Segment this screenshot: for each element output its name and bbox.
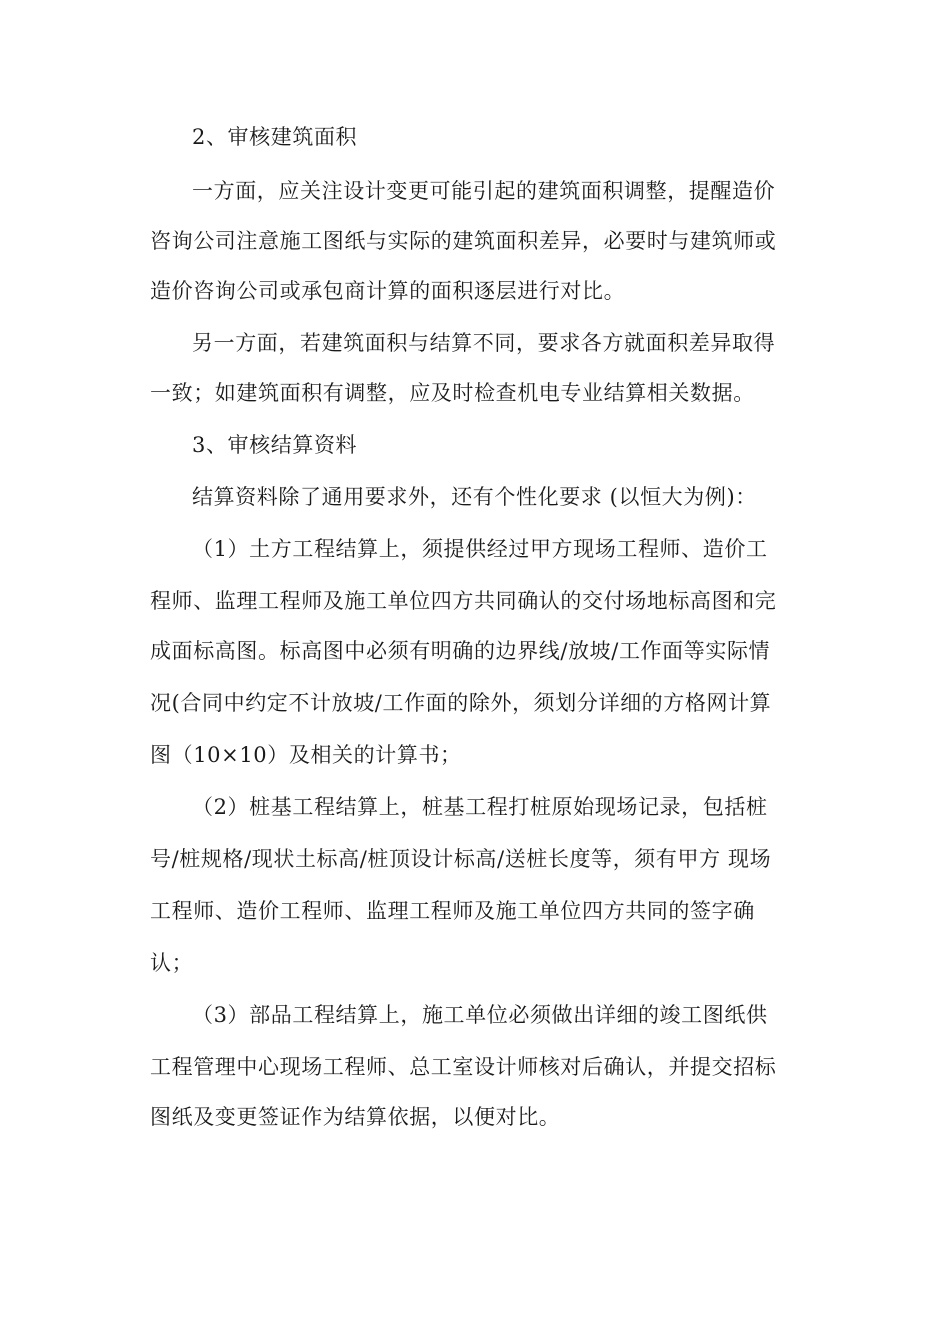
list-item-line: 工程管理中心现场工程师、总工室设计师核对后确认，并提交招标	[150, 1055, 777, 1079]
paragraph-line: 咨询公司注意施工图纸与实际的建筑面积差异，必要时与建筑师或	[150, 229, 777, 253]
list-item-line: （2）桩基工程结算上，桩基工程打桩原始现场记录，包括桩	[192, 795, 768, 819]
section-heading-3: 3、审核结算资料	[192, 433, 358, 457]
list-item-line: 图（10×10）及相关的计算书；	[150, 743, 462, 767]
paragraph-line: 一方面，应关注设计变更可能引起的建筑面积调整，提醒造价	[192, 179, 776, 203]
list-item-line: 号/桩规格/现状土标高/桩顶设计标高/送桩长度等，须有甲方 现场	[150, 847, 772, 871]
list-item-line: 工程师、造价工程师、监理工程师及施工单位四方共同的签字确	[150, 899, 755, 923]
list-item-line: 认；	[150, 951, 194, 975]
list-item-line: 成面标高图。标高图中必须有明确的边界线/放坡/工作面等实际情	[150, 639, 771, 663]
paragraph-line: 另一方面，若建筑面积与结算不同，要求各方就面积差异取得	[192, 331, 776, 355]
list-item-line: 况(合同中约定不计放坡/工作面的除外，须划分详细的方格网计算	[150, 691, 772, 715]
paragraph-line: 一致；如建筑面积有调整，应及时检查机电专业结算相关数据。	[150, 381, 755, 405]
list-item-line: 程师、监理工程师及施工单位四方共同确认的交付场地标高图和完	[150, 589, 777, 613]
paragraph-line: 造价咨询公司或承包商计算的面积逐层进行对比。	[150, 279, 626, 303]
list-item-line: 图纸及变更签证作为结算依据，以便对比。	[150, 1105, 561, 1129]
list-item-line: （3）部品工程结算上，施工单位必须做出详细的竣工图纸供	[192, 1003, 768, 1027]
list-item-line: （1）土方工程结算上，须提供经过甲方现场工程师、造价工	[192, 537, 768, 561]
paragraph-line: 结算资料除了通用要求外，还有个性化要求 (以恒大为例)：	[192, 485, 757, 509]
section-heading-2: 2、审核建筑面积	[192, 125, 358, 149]
